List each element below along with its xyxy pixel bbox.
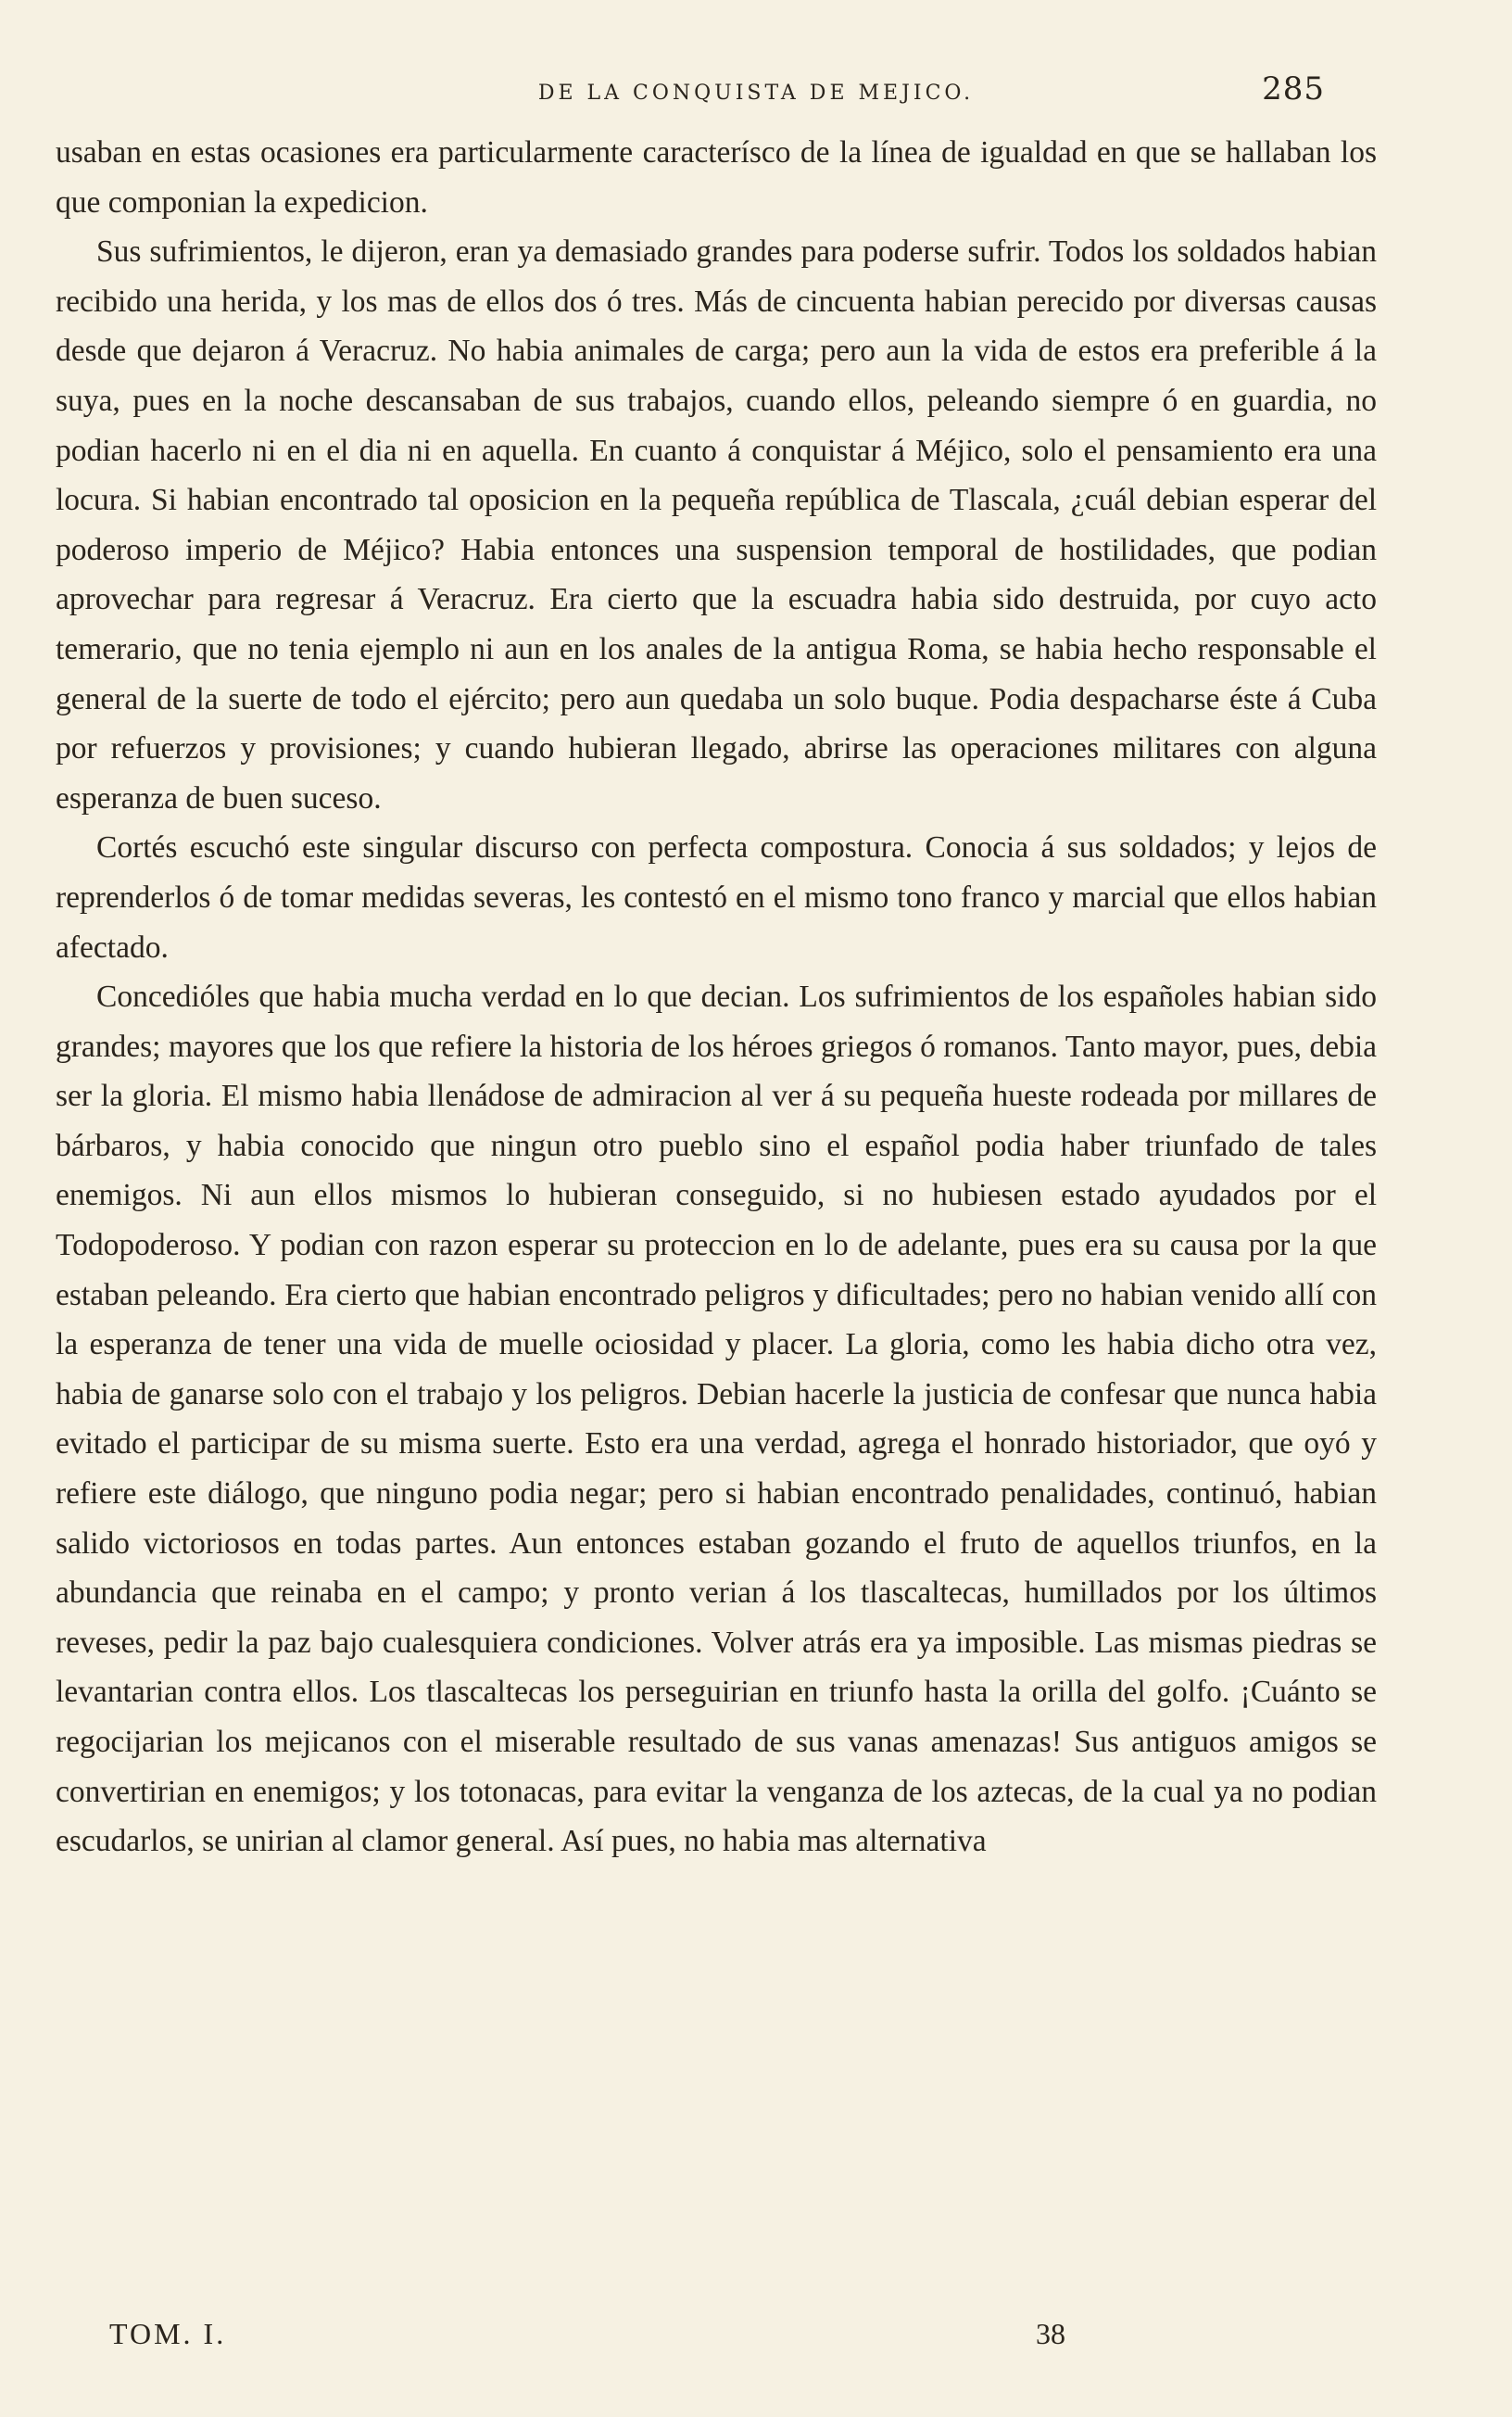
page-footer [0,2317,1512,2373]
page-body [56,128,1377,1867]
signature-mark: 38 [1036,2317,1065,2350]
page-header [0,70,1512,119]
paragraph: Concedióles que habia mucha verdad en lo que decian. Los sufrimientos de los españoles habian sido grandes; mayores que los que refiere la historia de los héroes griegos ó romanos. Tanto mayor, pues, debia ser la gloria. El mismo habia llenádose de admiracion al ver á su pequeña hueste rodeada por millares de bárbaros, y habia conocido que ningun otro pueblo sino el español podia haber triunfado de tales enemigos. Ni aun ellos mismos lo hubieran conseguido, si no hubiesen estado ayudados por el Todopoderoso. Y podian con razon esperar su proteccion en lo de adelante, pues era su causa por la que estaban peleando. Era cierto que habian encontrado peligros y dificultades; pero no habian venido allí con la esperanza de tener una vida de muelle ociosidad y placer. La gloria, como les habia dicho otra vez, habia de ganarse solo con el trabajo y los peligros. Debian hacerle la justicia de confesar que nunca habia evitado el participar de su misma suerte. Esto era una verdad, agrega el honrado historiador, que oyó y refiere este diálogo, que ninguno podia negar; pero si habian encontrado penalidades, continuó, habian salido victoriosos en todas partes. Aun entonces estaban gozando el fruto de aquellos triunfos, en la abundancia que reinaba en el campo; y pronto verian á los tlascaltecas, humillados por los últimos reveses, pedir la paz bajo cualesquiera condiciones. Volver atrás era ya imposible. Las mismas piedras se levantarian contra ellos. Los tlascaltecas los perseguirian en triunfo hasta la orilla del golfo. ¡Cuánto se regocijarian los mejicanos con el miserable resultado de sus vanas amenazas! Sus antiguos amigos se convertirian en enemigos; y los totonacas, para evitar la venganza de los aztecas, de la cual ya no podian escudarlos, se unirian al clamor general. Así pues, no habia mas alternativa [56,980,1377,1859]
paragraph: Sus sufrimientos, le dijeron, eran ya demasiado grandes para poderse sufrir. Todos los soldados habian recibido una herida, y los mas de ellos dos ó tres. Más de cincuenta habian perecido por diversas causas desde que dejaron á Veracruz. No habia animales de carga; pero aun la vida de estos era preferible á la suya, pues en la noche descansaban de sus trabajos, cuando ellos, peleando siempre ó en guardia, no podian hacerlo ni en el dia ni en aquella. En cuanto á conquistar á Méjico, solo el pensamiento era una locura. Si habian encontrado tal oposicion en la pequeña república de Tlascala, ¿cuál debian esperar del poderoso imperio de Méjico? Habia entonces una suspension temporal de hostilidades, que podian aprovechar para regresar á Veracruz. Era cierto que la escuadra habia sido destruida, por cuyo acto temerario, que no tenia ejemplo ni aun en los anales de la antigua Roma, se habia hecho responsable el general de la suerte de todo el ejército; pero aun quedaba un solo buque. Podia despacharse éste á Cuba por refuerzos y provisiones; y cuando hubieran llegado, abrirse las operaciones militares con alguna esperanza de buen suceso. [56,234,1377,816]
volume-label: TOM. I. [109,2317,227,2350]
page-number: 285 [1262,70,1325,108]
paragraph: usaban en estas ocasiones era particularmente caracterísco de la línea de igualdad en que se hallaban los que componian la expedicion. [56,135,1377,220]
paragraph: Cortés escuchó este singular discurso con perfecta compostura. Conocia á sus soldados; y lejos de reprenderlos ó de tomar medidas severas, les contestó en el mismo tono franco y marcial que ellos habian afectado. [56,830,1377,965]
running-head: DE LA CONQUISTA DE MEJICO. [537,82,975,105]
